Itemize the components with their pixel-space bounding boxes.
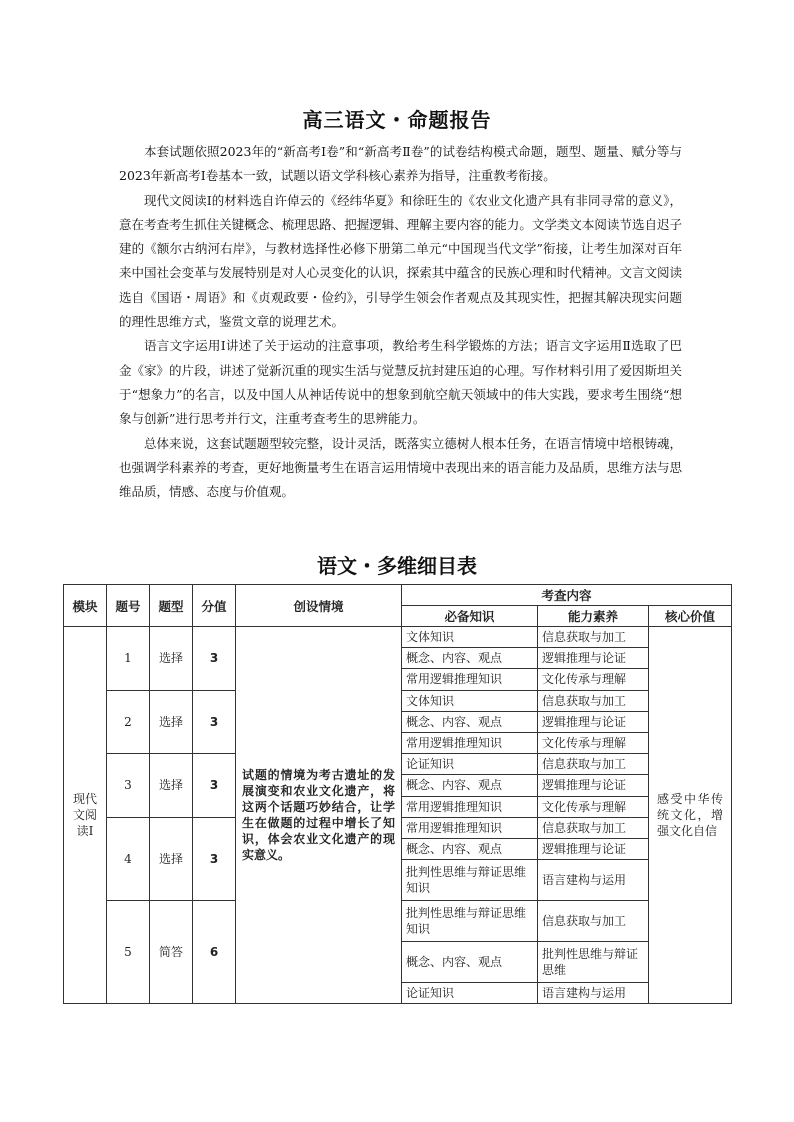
ability-cell: 信息获取与加工 <box>538 817 649 838</box>
header-content: 考查内容 <box>402 585 732 606</box>
header-ability: 能力素养 <box>538 606 649 627</box>
paragraph: 现代文阅读Ⅰ的材料选自许倬云的《经纬华夏》和徐旺生的《农业文化遗产具有非同寻常的意义》，意在考查考生抓住关键概念、梳理思路、把握逻辑、理解主要内容的能力。文学类文本阅读节选自迟子建的《额尔古纳河右岸》，与教材选择性必修下册第二单元“中国现当代文学”衔接，让考生加深对百年来中国社会变革与发展特别是对人心灵变化的认识，探索其中蕴含的民族心理和时代精神。文言文阅读选自《国语・周语》和《贞观政要・俭约》，引导学生领会作者观点及其现实性，把握其解决现实问题的理性思维方式，鉴赏文章的说理艺术。 <box>119 192 682 330</box>
header-type: 题型 <box>150 585 193 627</box>
detail-table <box>63 584 732 1004</box>
question-type: 选择 <box>150 754 193 818</box>
ability-cell: 逻辑推理与论证 <box>538 711 649 732</box>
module-cell: 现代文阅读Ⅰ <box>64 627 107 1004</box>
knowledge-cell: 概念、内容、观点 <box>402 775 538 796</box>
question-score: 3 <box>193 817 236 900</box>
ability-cell: 信息获取与加工 <box>538 690 649 711</box>
document-title: 高三语文・命题报告 <box>302 108 492 132</box>
question-score: 3 <box>193 627 236 691</box>
knowledge-cell: 批判性思维与辩证思维知识 <box>402 901 538 942</box>
core-value-cell: 感受中华传统文化，增强文化自信 <box>649 627 732 1004</box>
ability-cell: 文化传承与理解 <box>538 732 649 753</box>
knowledge-cell: 常用逻辑推理知识 <box>402 732 538 753</box>
knowledge-cell: 常用逻辑推理知识 <box>402 796 538 817</box>
ability-cell: 语言建构与运用 <box>538 983 649 1004</box>
question-score: 3 <box>193 690 236 754</box>
question-number: 1 <box>107 627 150 691</box>
question-number: 4 <box>107 817 150 900</box>
question-score: 6 <box>193 901 236 1004</box>
ability-cell: 逻辑推理与论证 <box>538 838 649 859</box>
table-row <box>64 627 732 648</box>
knowledge-cell: 文体知识 <box>402 627 538 648</box>
knowledge-cell: 概念、内容、观点 <box>402 838 538 859</box>
knowledge-cell: 概念、内容、观点 <box>402 942 538 983</box>
question-score: 3 <box>193 754 236 818</box>
paragraph: 总体来说，这套试题题型较完整，设计灵活，既落实立德树人根本任务，在语言情境中培根铸魂，也强调学科素养的考查，更好地衡量考生在语言运用情境中表现出来的语言能力及品质，思维方法与思维品质，情感、态度与价值观。 <box>119 435 682 500</box>
header-value: 核心价值 <box>649 606 732 627</box>
knowledge-cell: 概念、内容、观点 <box>402 711 538 732</box>
knowledge-cell: 批判性思维与辩证思维知识 <box>402 860 538 901</box>
ability-cell: 文化传承与理解 <box>538 796 649 817</box>
question-type: 选择 <box>150 690 193 754</box>
ability-cell: 信息获取与加工 <box>538 754 649 775</box>
question-type: 选择 <box>150 627 193 691</box>
knowledge-cell: 概念、内容、观点 <box>402 648 538 669</box>
question-type: 选择 <box>150 817 193 900</box>
knowledge-cell: 文体知识 <box>402 690 538 711</box>
paragraph: 本套试题依照2023年的“新高考Ⅰ卷”和“新高考Ⅱ卷”的试卷结构模式命题，题型、题量、赋分等与2023年新高考Ⅰ卷基本一致，试题以语文学科核心素养为指导，注重教考衔接。 <box>119 144 682 184</box>
knowledge-cell: 论证知识 <box>402 983 538 1004</box>
ability-cell: 信息获取与加工 <box>538 901 649 942</box>
ability-cell: 逻辑推理与论证 <box>538 775 649 796</box>
table-title: 语文・多维细目表 <box>317 554 477 578</box>
header-module: 模块 <box>64 585 107 627</box>
scenario-cell: 试题的情境为考古遗址的发展演变和农业文化遗产，将这两个话题巧妙结合，让学生在做题的过程中增长了知识，体会农业文化遗产的现实意义。 <box>236 627 402 1004</box>
question-number: 3 <box>107 754 150 818</box>
report-body <box>119 140 682 504</box>
question-type: 简答 <box>150 901 193 1004</box>
question-number: 5 <box>107 901 150 1004</box>
paragraph: 语言文字运用Ⅰ讲述了关于运动的注意事项，教给考生科学锻炼的方法；语言文字运用Ⅱ选取了巴金《家》的片段，讲述了觉新沉重的现实生活与觉慧反抗封建压迫的心理。写作材料引用了爱因斯坦关于“想象力”的名言，以及中国人从神话传说中的想象到航空航天领域中的伟大实践，要求考生围绕“想象与创新”进行思考并行文，注重考查考生的思辨能力。 <box>119 338 682 427</box>
question-number: 2 <box>107 690 150 754</box>
ability-cell: 批判性思维与辩证思维 <box>538 942 649 983</box>
knowledge-cell: 论证知识 <box>402 754 538 775</box>
ability-cell: 语言建构与运用 <box>538 860 649 901</box>
header-score: 分值 <box>193 585 236 627</box>
ability-cell: 逻辑推理与论证 <box>538 648 649 669</box>
header-scenario: 创设情境 <box>236 585 402 627</box>
knowledge-cell: 常用逻辑推理知识 <box>402 669 538 690</box>
header-knowledge: 必备知识 <box>402 606 538 627</box>
knowledge-cell: 常用逻辑推理知识 <box>402 817 538 838</box>
header-number: 题号 <box>107 585 150 627</box>
ability-cell: 信息获取与加工 <box>538 627 649 648</box>
ability-cell: 文化传承与理解 <box>538 669 649 690</box>
